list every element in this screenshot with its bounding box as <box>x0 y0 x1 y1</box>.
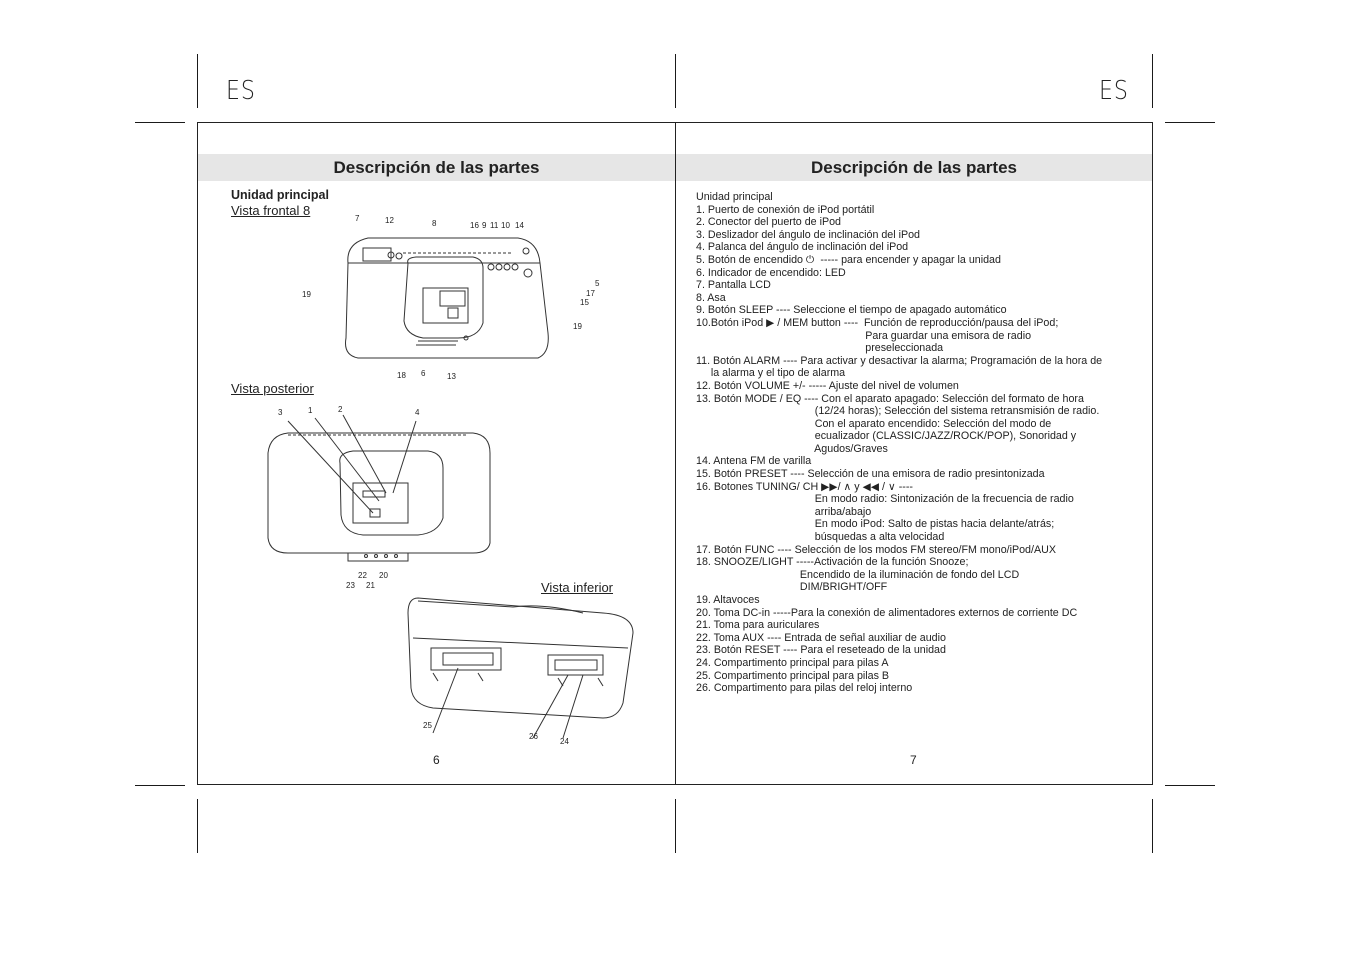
rear-callout-3: 3 <box>278 408 283 417</box>
bottom-view-label: Vista inferior <box>541 580 614 595</box>
crop-mark-top-right-h <box>1165 122 1215 123</box>
list-item: la alarma y el tipo de alarma <box>696 367 846 380</box>
crop-mark-top-left-h <box>135 122 185 123</box>
list-item: 11. Botón ALARM ---- Para activar y desactivar la alarma; Programación de la hora de <box>696 354 1103 367</box>
language-tag-right: ES <box>1099 76 1129 106</box>
list-item: 12. Botón VOLUME +/- ----- Ajuste del nivel de volumen <box>696 379 959 392</box>
crop-mark-right-top <box>1152 54 1153 108</box>
list-item: Encendido de la iluminación de fondo del LCD <box>696 568 1020 581</box>
front-callout-12: 12 <box>385 216 394 225</box>
rear-callout-4: 4 <box>415 408 420 417</box>
list-item: 24. Compartimento principal para pilas A <box>696 656 889 669</box>
front-callout-8: 8 <box>432 219 437 228</box>
rear-view-label: Vista posterior <box>231 381 314 396</box>
crop-mark-center-bottom <box>675 799 676 853</box>
list-item: preseleccionada <box>696 342 944 355</box>
front-view-label: Vista frontal 8 <box>231 203 311 218</box>
list-item: (12/24 horas); Selección del sistema retransmisión de radio. <box>696 405 1100 418</box>
list-item: En modo radio: Sintonización de la frecuencia de radio <box>696 493 1074 506</box>
left-page-title: Descripción de las partes <box>198 154 675 181</box>
bottom-callout-24: 24 <box>560 737 569 746</box>
list-item: Para guardar una emisora de radio <box>696 329 1032 342</box>
rear-view-diagram <box>258 413 508 583</box>
front-callout-10: 10 <box>501 221 510 230</box>
list-item: Con el aparato encendido: Selección del modo de <box>696 417 1052 430</box>
crop-mark-left-bottom <box>197 799 198 853</box>
parts-list-intro: Unidad principal <box>696 191 773 203</box>
list-item: 14. Antena FM de varilla <box>696 455 812 468</box>
list-item: 22. Toma AUX ---- Entrada de señal auxiliar de audio <box>696 631 946 644</box>
list-item: 5. Botón de encendido ⏻ ----- para encender y apagar la unidad <box>696 253 1001 266</box>
list-item: 16. Botones TUNING/ CH ▶▶/ ∧ y ◀◀ / ∨ ---- <box>696 480 913 493</box>
front-callout-13: 13 <box>447 372 456 381</box>
list-item: 20. Toma DC-in -----Para la conexión de alimentadores externos de corriente DC <box>696 606 1078 619</box>
right-page-number: 7 <box>910 753 917 767</box>
list-item: ecualizador (CLASSIC/JAZZ/ROCK/POP), Sonoridad y <box>696 430 1077 443</box>
rear-callout-22: 22 <box>358 571 367 580</box>
list-item: 8. Asa <box>696 291 726 304</box>
crop-mark-right-bottom <box>1152 799 1153 853</box>
bottom-callout-25: 25 <box>423 721 432 730</box>
front-callout-7: 7 <box>355 214 360 223</box>
crop-mark-bottom-right-h <box>1165 785 1215 786</box>
list-item: 26. Compartimento para pilas del reloj interno <box>696 682 913 695</box>
right-page-title: Descripción de las partes <box>676 154 1152 181</box>
rear-callout-1: 1 <box>308 406 313 415</box>
rear-callout-21: 21 <box>366 581 375 590</box>
bottom-callout-26: 26 <box>529 732 538 741</box>
list-item: 17. Botón FUNC ---- Selección de los modos FM stereo/FM mono/iPod/AUX <box>696 543 1056 556</box>
parts-list <box>696 191 1102 695</box>
front-callout-5: 5 <box>595 279 600 288</box>
list-item: 1. Puerto de conexión de iPod portátil <box>696 203 875 216</box>
front-callout-17: 17 <box>586 289 595 298</box>
rear-callout-2: 2 <box>338 405 343 414</box>
front-callout-9: 9 <box>482 221 487 230</box>
front-callout-16: 16 <box>470 221 479 230</box>
list-item: 23. Botón RESET ---- Para el reseteado de la unidad <box>696 644 946 657</box>
list-item: 3. Deslizador del ángulo de inclinación del iPod <box>696 228 920 241</box>
list-item: 19. Altavoces <box>696 594 760 606</box>
left-page-number: 6 <box>433 753 440 767</box>
front-view-diagram <box>298 213 608 383</box>
right-page <box>675 122 1153 785</box>
list-item: 18. SNOOZE/LIGHT -----Activación de la función Snooze; <box>696 556 969 569</box>
list-item: 15. Botón PRESET ---- Selección de una emisora de radio presintonizada <box>696 468 1045 481</box>
rear-callout-23: 23 <box>346 581 355 590</box>
list-item: 6. Indicador de encendido: LED <box>696 266 846 279</box>
front-callout-19b: 19 <box>573 322 582 331</box>
list-item: 2. Conector del puerto de iPod <box>696 216 841 229</box>
bottom-view-diagram <box>403 593 643 743</box>
list-item: En modo iPod: Salto de pistas hacia delante/atrás; <box>696 518 1055 531</box>
crop-mark-left-top <box>197 54 198 108</box>
front-callout-15: 15 <box>580 298 589 307</box>
list-item: arriba/abajo <box>696 505 872 518</box>
list-item: 10.Botón iPod ▶ / MEM button ---- Función de reproducción/pausa del iPod; <box>696 316 1059 329</box>
unit-label: Unidad principal <box>231 188 329 202</box>
rear-callout-20: 20 <box>379 571 388 580</box>
list-item: Agudos/Graves <box>696 442 888 455</box>
list-item: 13. Botón MODE / EQ ---- Con el aparato apagado: Selección del formato de hora <box>696 392 1084 405</box>
list-item: 7. Pantalla LCD <box>696 279 771 292</box>
left-page <box>197 122 676 785</box>
crop-mark-bottom-left-h <box>135 785 185 786</box>
front-callout-11: 11 <box>490 221 499 230</box>
list-item: 9. Botón SLEEP ---- Seleccione el tiempo de apagado automático <box>696 304 1007 317</box>
list-item: 21. Toma para auriculares <box>696 619 820 632</box>
language-tag-left: ES <box>226 76 256 106</box>
crop-mark-center-top <box>675 54 676 108</box>
list-item: DIM/BRIGHT/OFF <box>696 581 888 594</box>
list-item: 25. Compartimento principal para pilas B <box>696 669 890 682</box>
front-callout-19a: 19 <box>302 290 311 299</box>
front-callout-6: 6 <box>421 369 426 378</box>
list-item: 4. Palanca del ángulo de inclinación del iPod <box>696 241 909 254</box>
list-item: búsquedas a alta velocidad <box>696 531 945 544</box>
front-callout-14: 14 <box>515 221 524 230</box>
front-callout-18: 18 <box>397 371 406 380</box>
